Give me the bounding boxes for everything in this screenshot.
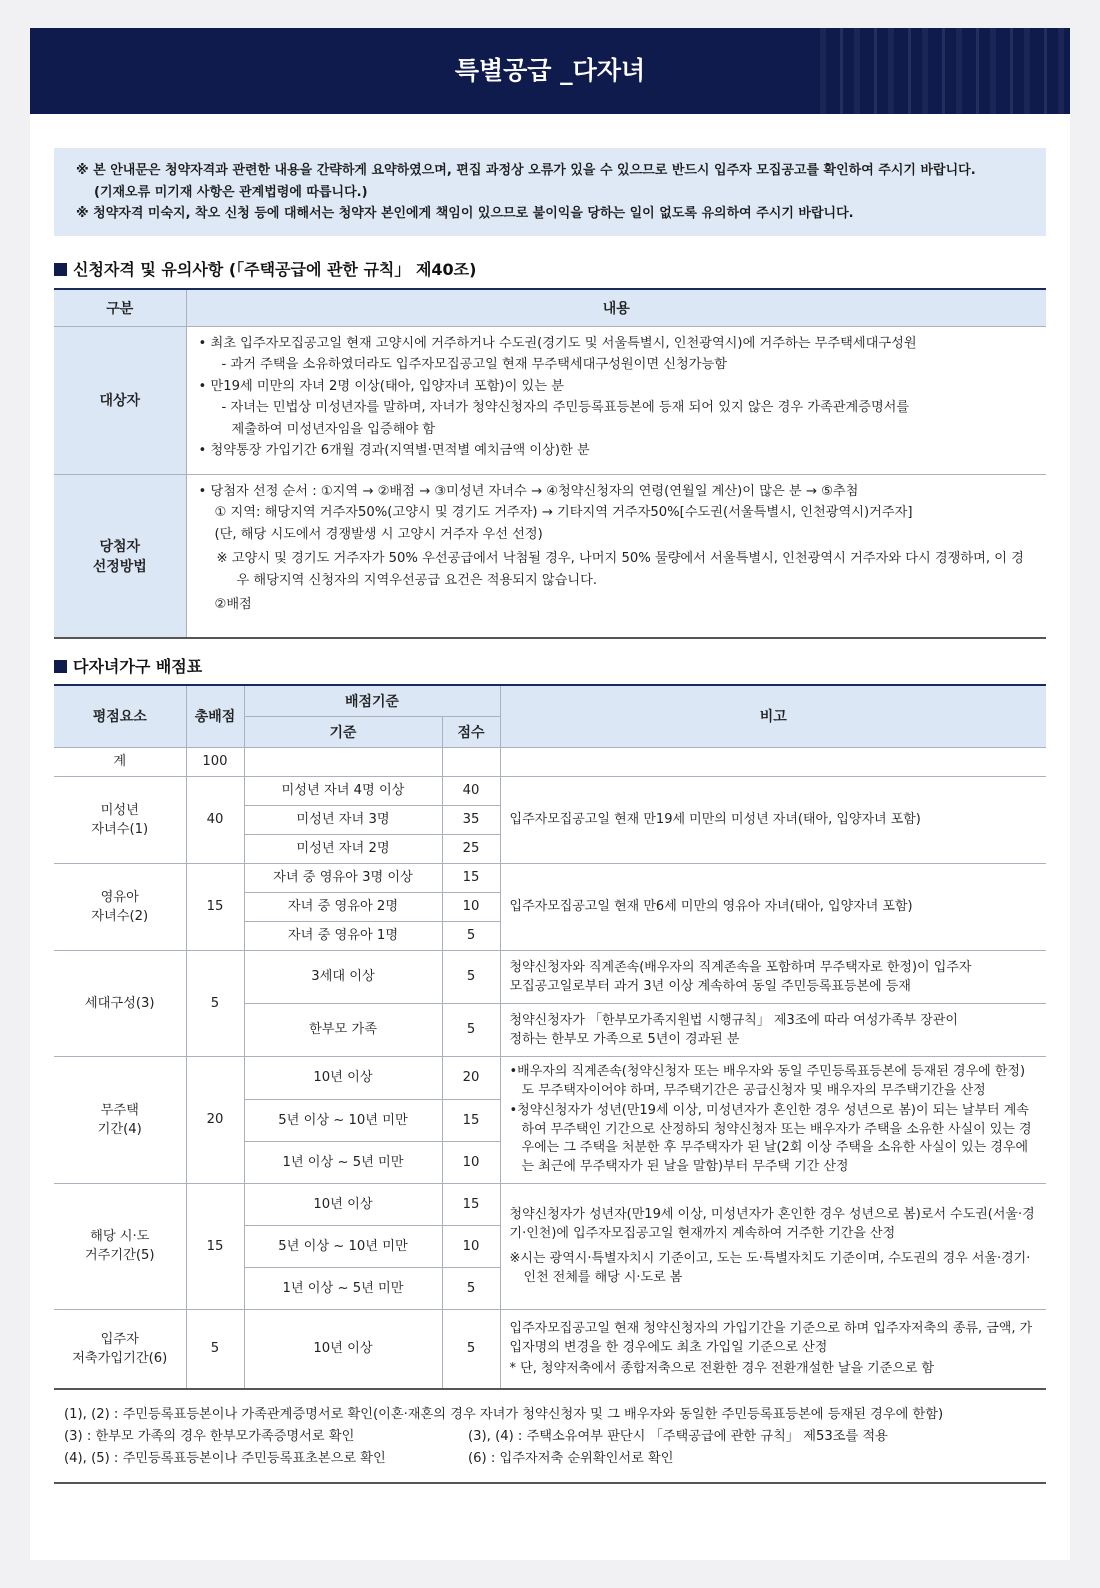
eligibility-table (54, 288, 1046, 639)
sum-total: 100 (186, 747, 244, 776)
winner-content (186, 474, 1046, 638)
header-remarks: 비고 (500, 685, 1046, 747)
criteria-cell: 자녀 중 영유아 2명 (244, 892, 442, 921)
notice-box (54, 148, 1046, 236)
notice-line: (기재오류 미기재 사항은 관계법령에 따릅니다.) (94, 184, 368, 200)
footnote: (6) : 입주자저축 순위확인서로 확인 (468, 1451, 674, 1466)
factor-text: 해당 시·도 (90, 1229, 150, 1244)
total-score: 20 (186, 1056, 244, 1183)
factor-text: 저축가입기간(6) (72, 1350, 168, 1366)
target-line: - 자녀는 민법상 미성년자를 말하며, 자녀가 청약신청자의 주민등록표등본에 등재 되어 있지 않은 경우 가족관계증명서를 (221, 400, 910, 415)
header-content: 내용 (186, 289, 1046, 326)
section-title-eligibility (54, 257, 476, 280)
footnote-row (64, 1426, 1036, 1448)
header-criteria: 기준 (244, 716, 442, 747)
header-criteria-group: 배점기준 (244, 685, 500, 716)
page (30, 28, 1070, 1560)
factor-household: 세대구성(3) (54, 950, 186, 1056)
score-cell: 5 (442, 921, 500, 950)
score-cell: 5 (442, 1003, 500, 1056)
remark-cell (500, 1056, 1046, 1183)
score-table (54, 684, 1046, 1390)
criteria-cell: 1년 이상 ~ 5년 미만 (244, 1267, 442, 1309)
score-cell: 35 (442, 805, 500, 834)
factor-text: 거주기간(5) (84, 1248, 155, 1263)
criteria-cell: 3세대 이상 (244, 950, 442, 1003)
factor-homeless (54, 1056, 186, 1183)
section-title-score (54, 654, 202, 677)
remark-cell (500, 950, 1046, 1003)
remark-line: ※시는 광역시·특별자치시 기준이고, 도는 도·특별자치도 기준이며, 수도권의 경우 서울·경기·인천 전체를 해당 시·도로 봄 (509, 1251, 1031, 1285)
remark-line: 청약신청자가 「한부모가족지원법 시행규칙」 제3조에 따라 여성가족부 장관이 (509, 1012, 958, 1028)
factor-text: 자녀수(2) (91, 908, 149, 924)
criteria-cell: 한부모 가족 (244, 1003, 442, 1056)
row-label-target: 대상자 (54, 326, 186, 474)
header-score: 점수 (442, 716, 500, 747)
row-label-winner (54, 474, 186, 638)
header-total: 총배점 (186, 685, 244, 747)
section-title-text: 다자녀가구 배점표 (73, 657, 203, 676)
empty-cell (442, 747, 500, 776)
target-line: • 청약통장 가입기간 6개월 경과(지역별·면적별 예치금액 이상)한 분 (198, 443, 590, 458)
total-score: 15 (186, 1183, 244, 1309)
criteria-cell: 5년 이상 ~ 10년 미만 (244, 1099, 442, 1141)
remark-cell (500, 1183, 1046, 1309)
remark-line: 청약신청자가 성년자(만19세 이상, 미성년자가 혼인한 경우 성년으로 봄)로서 수도권(서울·경기·인천)에 입주자모집공고일 현재까지 계속하여 거주한 기간을 산정 (509, 1207, 1035, 1241)
section-title-text: 신청자격 및 유의사항 (「주택공급에 관한 규칙」 제40조) (73, 260, 477, 279)
total-score: 5 (186, 950, 244, 1056)
criteria-cell: 10년 이상 (244, 1309, 442, 1389)
score-cell: 5 (442, 950, 500, 1003)
criteria-cell: 자녀 중 영유아 1명 (244, 921, 442, 950)
criteria-cell: 5년 이상 ~ 10년 미만 (244, 1225, 442, 1267)
factor-infants (54, 863, 186, 950)
factor-text: 입주자 (100, 1331, 139, 1347)
factor-text: 무주택 (100, 1102, 139, 1118)
score-cell: 25 (442, 834, 500, 863)
factor-text: 자녀수(1) (91, 821, 149, 837)
winner-label-line: 당첨자 (99, 538, 141, 555)
header-factor: 평점요소 (54, 685, 186, 747)
remark-cell: 입주자모집공고일 현재 만19세 미만의 미성년 자녀(태아, 입양자녀 포함) (500, 776, 1046, 863)
factor-text: 영유아 (100, 889, 139, 905)
remark-line: 청약신청자와 직계존속(배우자의 직계존속을 포함하며 무주택자로 한정)이 입주자 (509, 959, 972, 975)
remark-line: * 단, 청약저축에서 종합저축으로 전환한 경우 전환개설한 날을 기준으로 함 (509, 1361, 935, 1377)
criteria-cell: 10년 이상 (244, 1183, 442, 1225)
score-cell: 5 (442, 1267, 500, 1309)
winner-line: ※ 고양시 및 경기도 거주자가 50% 우선공급에서 낙첨될 경우, 나머지 50% 물량에서 서울특별시, 인천광역시 거주자와 다시 경쟁하며, 이 경우 해당지역 신청자의 지역우선공급 요건은 적용되지 않습니다. (216, 551, 1024, 588)
score-cell: 10 (442, 1225, 500, 1267)
winner-line: • 당첨자 선정 순서 : ①지역 → ②배점 → ③미성년 자녀수 → ④청약신청자의 연령(연월일 계산)이 많은 분 → ⑤추첨 (198, 483, 859, 499)
score-cell: 40 (442, 776, 500, 805)
footnote: (3), (4) : 주택소유여부 판단시 「주택공급에 관한 규칙」 제53조를 적용 (468, 1429, 888, 1444)
total-score: 5 (186, 1309, 244, 1389)
footnote: (3) : 한부모 가족의 경우 한부모가족증명서로 확인 (64, 1429, 355, 1444)
criteria-cell: 미성년 자녀 3명 (244, 805, 442, 834)
empty-cell (244, 747, 442, 776)
factor-minor-children (54, 776, 186, 863)
remark-line: 모집공고일로부터 과거 3년 이상 계속하여 동일 주민등록표등본에 등재 (509, 978, 911, 994)
score-cell: 10 (442, 892, 500, 921)
total-score: 40 (186, 776, 244, 863)
criteria-cell: 10년 이상 (244, 1056, 442, 1099)
remark-cell: 입주자모집공고일 현재 만6세 미만의 영유아 자녀(태아, 입양자녀 포함) (500, 863, 1046, 950)
winner-label-line: 선정방법 (92, 558, 147, 575)
page-title: 특별공급 _다자녀 (454, 56, 646, 85)
header-category: 구분 (54, 289, 186, 326)
score-cell: 10 (442, 1141, 500, 1183)
score-cell: 15 (442, 1099, 500, 1141)
target-line: • 최초 입주자모집공고일 현재 고양시에 거주하거나 수도권(경기도 및 서울특별시, 인천광역시)에 거주하는 무주택세대구성원 (198, 335, 917, 351)
remark-line: •청약신청자가 성년(만19세 이상, 미성년자가 혼인한 경우 성년으로 봄)이 되는 날부터 계속하여 무주택인 기간으로 산정하되 청약신청자 또는 배우자가 주택을 소유한 사실이 있는 경우에는 그 주택을 처분한 후 무주택자가 된 날(2회 이상 주택을 소유한 사실이 있는 경우에는 최근에 무주택자가 된 날을 말함)부터 무주택 기간 산정 (509, 1103, 1032, 1174)
target-line: - 과거 주택을 소유하였더라도 입주자모집공고일 현재 무주택세대구성원이면 신청가능함 (221, 357, 727, 372)
square-bullet-icon (54, 660, 67, 673)
winner-line: (단, 해당 시도에서 경쟁발생 시 고양시 거주자 우선 선정) (214, 526, 543, 542)
criteria-cell: 미성년 자녀 4명 이상 (244, 776, 442, 805)
footnote: (1), (2) : 주민등록표등본이나 가족관계증명서로 확인(이혼·재혼의 경우 자녀가 청약신청자 및 그 배우자와 동일한 주민등록표등본에 등재된 경우에 한함) (64, 1407, 944, 1422)
score-cell: 5 (442, 1309, 500, 1389)
footnote-row (64, 1448, 1036, 1470)
square-bullet-icon (54, 263, 67, 276)
remark-cell (500, 1309, 1046, 1389)
total-score: 15 (186, 863, 244, 950)
criteria-cell: 미성년 자녀 2명 (244, 834, 442, 863)
remark-line: 정하는 한부모 가족으로 5년이 경과된 분 (509, 1031, 740, 1047)
target-content (186, 326, 1046, 474)
criteria-cell: 자녀 중 영유아 3명 이상 (244, 863, 442, 892)
factor-text: 기간(4) (97, 1121, 142, 1137)
title-banner (30, 28, 1070, 114)
target-line: • 만19세 미만의 자녀 2명 이상(태아, 입양자녀 포함)이 있는 분 (198, 378, 564, 394)
criteria-cell: 1년 이상 ~ 5년 미만 (244, 1141, 442, 1183)
remark-line: •배우자의 직계존속(청약신청자 또는 배우자와 동일 주민등록표등본에 등재된 경우에 한정)도 무주택자이어야 하며, 무주택기간은 공급신청자 및 배우자의 무주택기간을 산정 (509, 1064, 1026, 1098)
notice-line: ※ 청약자격 미숙지, 착오 신청 등에 대해서는 청약자 본인에게 책임이 있으므로 불이익을 당하는 일이 없도록 유의하여 주시기 바랍니다. (76, 206, 854, 221)
factor-residence (54, 1183, 186, 1309)
factor-text: 미성년 (100, 802, 139, 818)
empty-cell (500, 747, 1046, 776)
score-cell: 15 (442, 1183, 500, 1225)
winner-line: ②배점 (214, 597, 252, 612)
remark-cell (500, 1003, 1046, 1056)
footnotes (54, 1392, 1046, 1484)
notice-line: ※ 본 안내문은 청약자격과 관련한 내용을 간략하게 요약하였으며, 편집 과정상 오류가 있을 수 있으므로 반드시 입주자 모집공고를 확인하여 주시기 바랍니다. (76, 163, 976, 178)
factor-savings (54, 1309, 186, 1389)
score-cell: 15 (442, 863, 500, 892)
footnote: (4), (5) : 주민등록표등본이나 주민등록표초본으로 확인 (64, 1451, 386, 1466)
score-cell: 20 (442, 1056, 500, 1099)
sum-label: 계 (54, 747, 186, 776)
target-line: 제출하여 미성년자임을 입증해야 함 (231, 421, 436, 437)
remark-line: 입주자모집공고일 현재 청약신청자의 가입기간을 기준으로 하며 입주자저축의 종류, 금액, 가입자명의 변경을 한 경우에도 최초 가입일 기준으로 산정 (509, 1321, 1033, 1356)
winner-line: ① 지역: 해당지역 거주자50%(고양시 및 경기도 거주자) → 기타지역 거주자50%[수도권(서울특별시, 인천광역시)거주자] (214, 505, 913, 520)
